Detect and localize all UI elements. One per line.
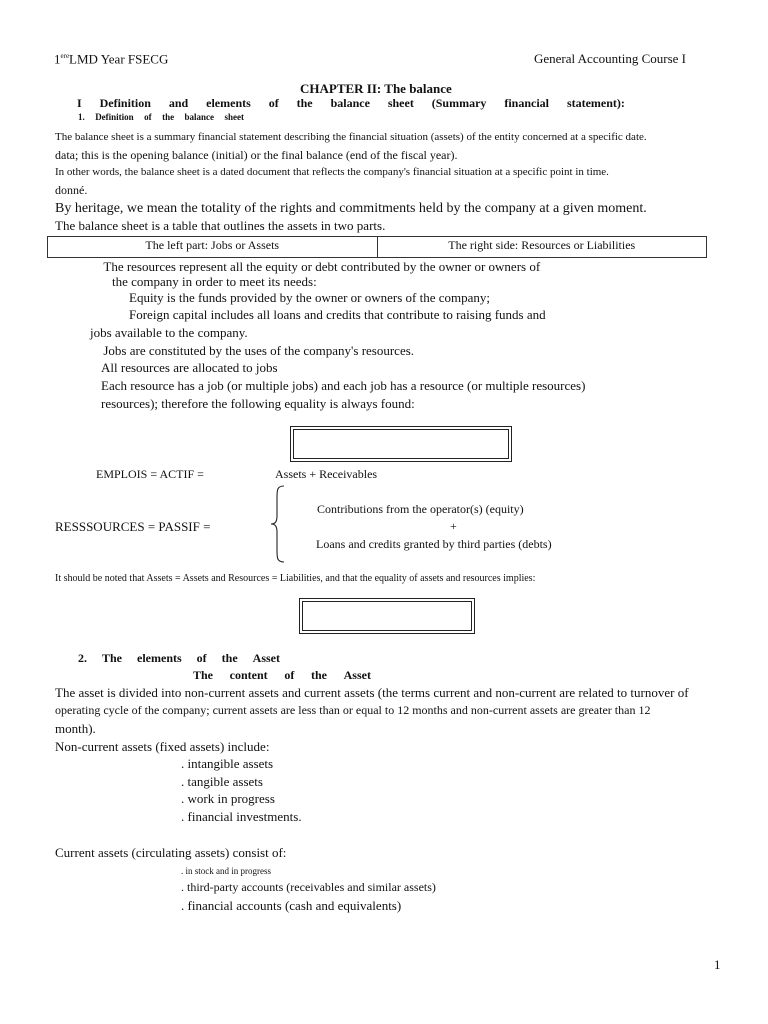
current-item: . in stock and in progress [181, 866, 271, 876]
noncurrent-item: . intangible assets [181, 756, 274, 771]
asset-description-1: The asset is divided into non-current assets and current assets (the terms current and non-current are related to turnover of [55, 685, 689, 700]
equality-box [290, 426, 512, 462]
jobs-line-2: All resources are allocated to jobs [101, 360, 278, 375]
table-cell-assets: The left part: Jobs or Assets [145, 238, 280, 252]
paragraph-2: data; this is the opening balance (initial) or the final balance (end of the fiscal year). [55, 148, 458, 162]
current-item: . financial accounts (cash and equivalents) [181, 898, 402, 913]
resources-line-1: The resources represent all the equity or debt contributed by the owner or owners of [90, 259, 527, 274]
resources-line-2: the company in order to meet its needs: [112, 274, 317, 289]
jobs-line-4: resources); therefore the following equality is always found: [101, 396, 415, 411]
paragraph-5: By heritage, we mean the totality of the rights and commitments held by the company at a given moment. [55, 201, 647, 216]
jobs-line-3: Each resource has a job (or multiple jobs) and each job has a resource (or multiple resources) [101, 378, 586, 393]
header-left: 1ereLMD Year FSECG [54, 51, 169, 67]
header-right: General Accounting Course I [534, 51, 686, 66]
current-title: Current assets (circulating assets) consist of: [55, 845, 287, 860]
noncurrent-title: Non-current assets (fixed assets) include: [55, 739, 270, 754]
asset-description-3: month). [55, 721, 96, 736]
emplois-value: Assets + Receivables [275, 467, 378, 481]
resources-equity: Contributions from the operator(s) (equity) [317, 502, 524, 516]
bullet-icon [90, 343, 100, 358]
paragraph-3: In other words, the balance sheet is a dated document that reflects the company's financial situation at a specific point in time. [55, 166, 609, 178]
resources-line-4: Foreign capital includes all loans and credits that contribute to raising funds and [129, 307, 546, 322]
paragraph-6: The balance sheet is a table that outlines the assets in two parts. [55, 218, 386, 233]
balance-parts-table [47, 236, 707, 258]
equality-note: It should be noted that Assets = Assets and Resources = Liabilities, and that the equality of assets and resources implies: [55, 573, 536, 584]
section1-subheading: 1. Definition of the balance sheet [78, 112, 244, 122]
section2-heading: 2. The elements of the Asset [78, 651, 280, 665]
table-cell-liabilities: The right side: Resources or Liabilities [377, 237, 707, 257]
ressources-label: RESSSOURCES = PASSIF = [55, 519, 211, 534]
resources-line-3: Equity is the funds provided by the owner or owners of the company; [129, 290, 491, 305]
noncurrent-item: . tangible assets [181, 774, 263, 789]
chapter-title: CHAPTER II: The balance [300, 81, 452, 96]
jobs-line-1: Jobs are constituted by the uses of the company's resources. [90, 343, 401, 358]
emplois-label: EMPLOIS = ACTIF = [96, 467, 204, 481]
plus-sign: + [450, 519, 457, 533]
asset-description-2: operating cycle of the company; current assets are less than or equal to 12 months and non-current assets are greater than 12 [55, 703, 651, 717]
current-item: . third-party accounts (receivables and similar assets) [181, 880, 436, 894]
resources-debts: Loans and credits granted by third parties (debts) [316, 537, 552, 551]
paragraph-4: donné. [55, 183, 88, 197]
section1-heading: I Definition and elements of the balance sheet (Summary financial statement): [77, 96, 625, 110]
noncurrent-item: . work in progress [181, 791, 275, 806]
assets-equals-liabilities-box [299, 598, 475, 634]
curly-brace-icon [270, 484, 286, 564]
noncurrent-item: . financial investments. [181, 809, 302, 824]
section2-subheading: The content of the Asset [193, 668, 371, 682]
resources-line-5: jobs available to the company. [90, 325, 248, 340]
page-number: 1 [714, 957, 721, 972]
bullet-icon [90, 259, 100, 274]
paragraph-1: The balance sheet is a summary financial statement describing the financial situation (assets) of the entity concerned at a specific date. [55, 131, 647, 143]
